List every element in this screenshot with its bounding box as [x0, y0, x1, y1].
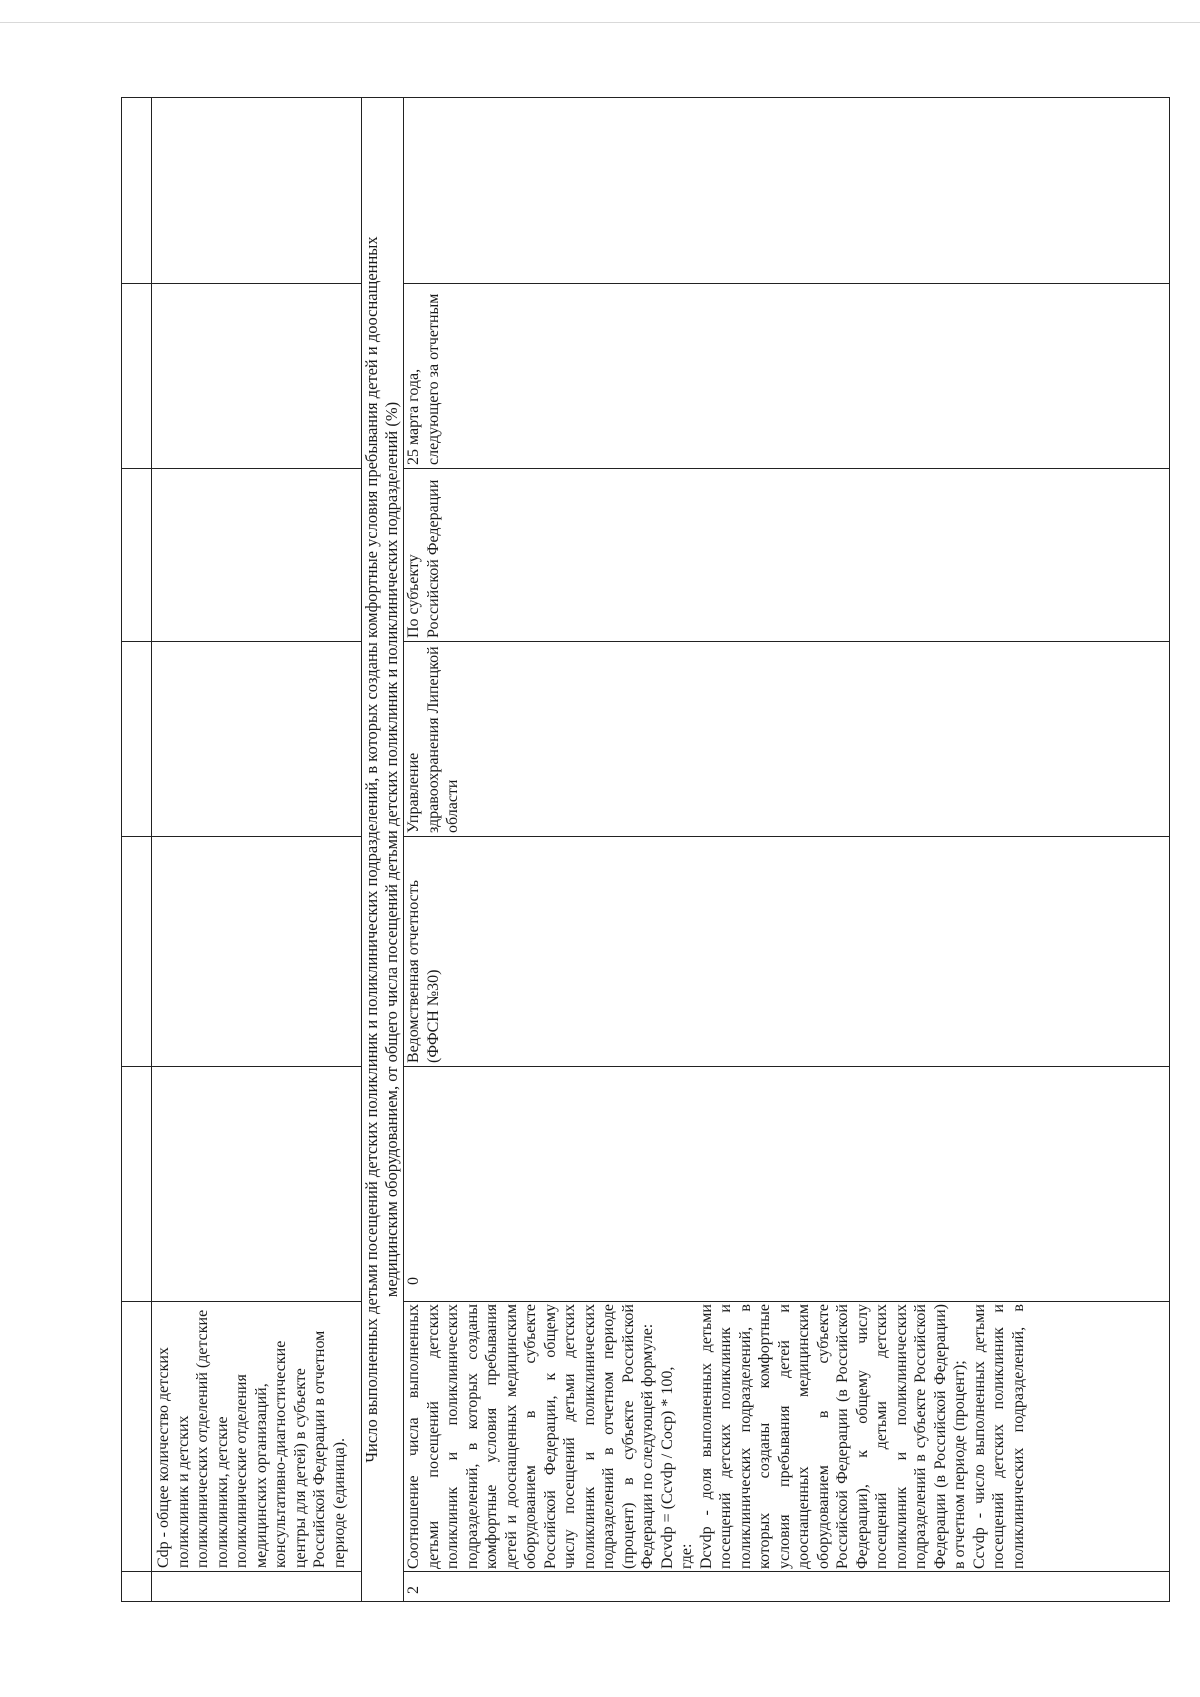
indicators-table: [121, 97, 1170, 1602]
responsible-cell: [404, 642, 504, 836]
column-divider: [403, 836, 1170, 837]
calculation-method-line: оборудованием в субъекте: [522, 1304, 539, 1569]
calculation-method-line: подразделений, в которых созданы: [463, 1304, 481, 1569]
calculation-method-line: поликлиник и поликлинических: [580, 1304, 598, 1569]
calculation-method-line: Российской Федерации (в Российской: [834, 1304, 851, 1569]
calculation-method-line: которых созданы комфортные: [756, 1304, 773, 1569]
column-divider: [403, 1066, 1170, 1067]
row-divider: [151, 97, 152, 1602]
calculation-method-line: посещений детских поликлиник и: [717, 1304, 734, 1569]
reporting-deadline: 25 марта года, следующего за отчетным: [405, 293, 442, 465]
calculation-method-line: Dcvdp - доля выполненных детьми: [697, 1304, 715, 1569]
calculation-method-line: посещений детских поликлиник и: [990, 1304, 1007, 1569]
calculation-method-line: детей и дооснащенных медицинским: [502, 1304, 520, 1569]
calculation-method-text: [404, 1304, 1028, 1569]
column-divider: [121, 1066, 361, 1067]
source-cell: [404, 837, 504, 1066]
responsible-authority: Управление здравоохранения Липецкой области: [405, 646, 461, 833]
calculation-method-line: Федерации по следующей формуле:: [639, 1323, 656, 1569]
calculation-method-line: дооснащенных медицинским: [795, 1304, 812, 1569]
calculation-method-line: в отчетном периоде (процент);: [951, 1360, 968, 1569]
calculation-method-line: поликлинических подразделений, в: [1009, 1304, 1027, 1569]
column-divider: [121, 1571, 361, 1572]
calculation-method-line: Соотношение числа выполненных: [405, 1304, 422, 1569]
calculation-method-line: подразделений в отчетном периоде: [600, 1304, 617, 1569]
calculation-method-line: поликлиник и поликлинических: [444, 1304, 461, 1569]
calculation-method-line: поликлиник и поликлинических: [892, 1304, 910, 1569]
column-divider: [403, 468, 1170, 469]
row-number-cell: [404, 1572, 444, 1602]
calculation-method-line: (процент) в субъекте Российской: [619, 1304, 637, 1569]
calculation-method-line: Федерации), к общему числу: [853, 1304, 871, 1569]
base-value-cell: [404, 1067, 464, 1301]
calculation-method-line: посещений детьми детских: [873, 1304, 890, 1569]
calculation-method-line: где:: [678, 1543, 695, 1569]
indicator-title-line-1: Число выполненных детьми посещений детских поликлиник и поликлинических подразделений, в которых созданы комфортные условия пребывания детей и дооснащенных: [362, 236, 381, 1463]
calculation-method-cell: [404, 1302, 1170, 1571]
calculation-method-line: детьми посещений детских: [424, 1304, 442, 1569]
calculation-method-line: Ccvdp - число выполненных детьми: [970, 1304, 988, 1569]
calculation-method-line: условия пребывания детей и: [775, 1304, 793, 1569]
indicator-title-line-2: медицинским оборудованием, от общего числа посещений детьми детских поликлиник и поликлинических подразделений (%): [382, 401, 401, 1298]
column-divider: [121, 283, 361, 284]
indicator-title: [362, 97, 402, 1602]
calculation-method-line: оборудованием в субъекте: [814, 1304, 832, 1569]
calculation-method-line: комфортные условия пребывания: [483, 1304, 500, 1569]
indicator-definition-text: Cdp - общее количество детских поликлиник и детских поликлинических отделений (детские поликлиники, детские поликлинические отделения медицинских организаций, консультативно-диагностические центры для детей) в субъекте Российской Федерации в отчетном периоде (единица).: [155, 1309, 348, 1568]
calculation-method-line: Федерации (в Российской Федерации): [931, 1304, 949, 1569]
base-value: 0: [405, 1277, 422, 1285]
aggregation-level: По субъекту Российской Федерации: [405, 479, 442, 638]
calculation-method-line: Российской Федерации, к общему: [541, 1304, 559, 1569]
calculation-method-line: числу посещений детьми детских: [561, 1304, 578, 1569]
column-divider: [121, 641, 361, 642]
level-cell: [404, 469, 504, 641]
column-divider: [121, 836, 361, 837]
calculation-method-line: поликлинических подразделений, в: [736, 1304, 754, 1569]
indicator-definition-cell: [154, 1302, 360, 1571]
document-page: [121, 97, 1170, 1602]
column-divider: [403, 641, 1170, 642]
column-divider: [403, 283, 1170, 284]
calculation-method-line: Dcvdp = (Ccvdp / Cocp) * 100,: [658, 1366, 676, 1569]
calculation-method-line: подразделений в субъекте Российской: [912, 1304, 929, 1569]
column-divider: [121, 468, 361, 469]
scan-edge-line: [0, 22, 1200, 23]
deadline-cell: [404, 284, 504, 468]
column-divider: [403, 1571, 1170, 1572]
row-number: 2: [405, 1586, 422, 1594]
data-source: Ведомственная отчетность (ФФСН №30): [405, 879, 442, 1063]
